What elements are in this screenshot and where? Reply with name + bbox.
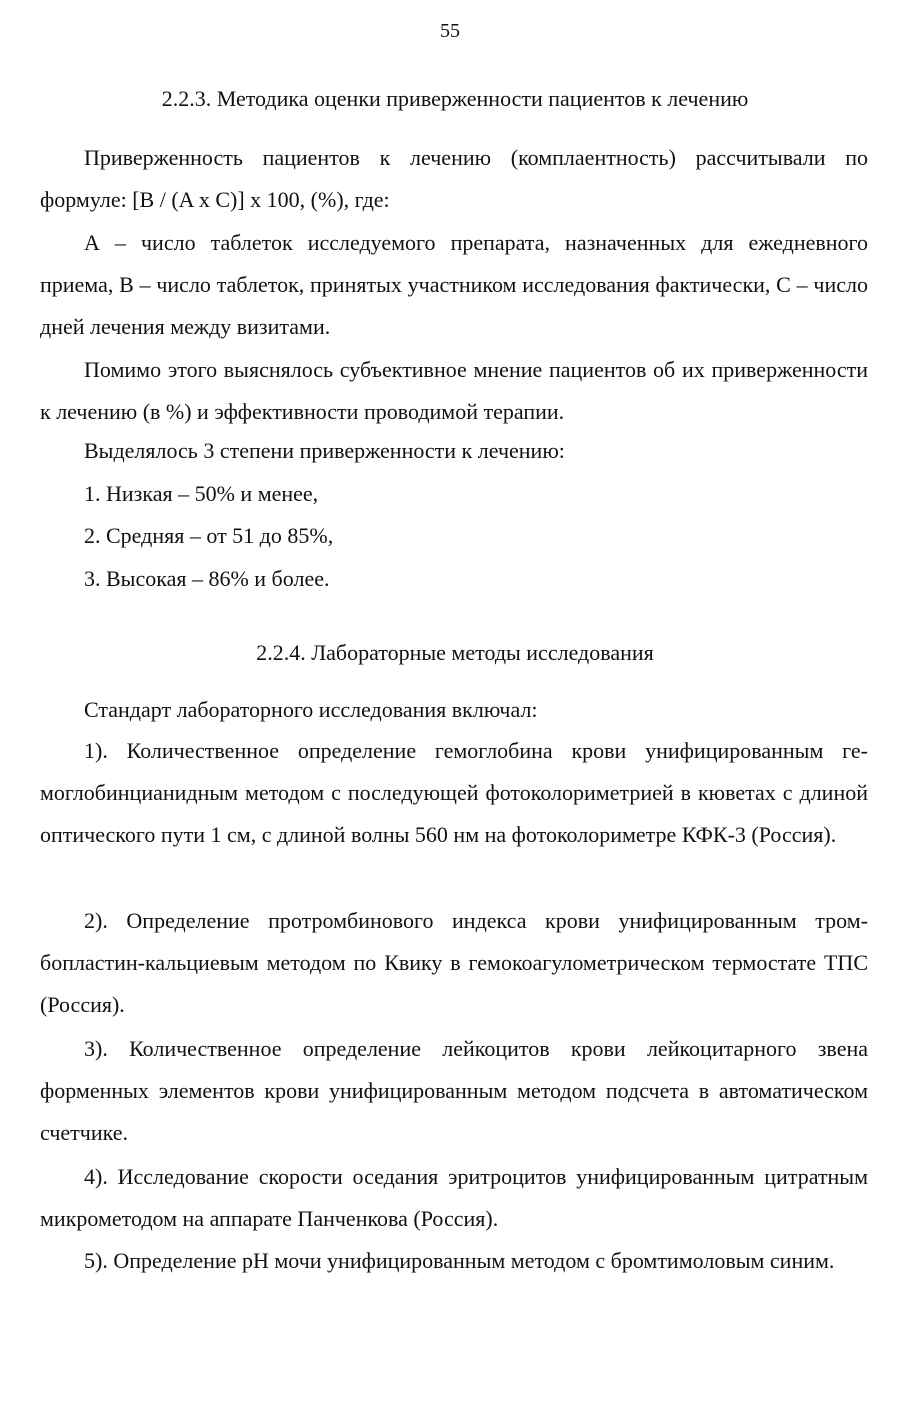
list-item-medium: 2. Средняя – от 51 до 85%, [84, 523, 334, 548]
list-item-hemoglobin: 1). Количественное определение гемоглобина крови унифицированным гемоглобинцианидным методом с последующей фотоколориметрией в кюветах с длиной оптического пути 1 см, с длиной волны 560 нм на фотоколориметре КФК-3 (Россия). [40, 738, 868, 847]
section-heading-2-2-3: 2.2.3. Методика оценки приверженности пациентов к лечению [161, 86, 749, 111]
paragraph-formula-variables: А – число таблеток исследуемого препарата, назначенных для ежедневного приема, В – число таблеток, принятых участником исследования фактически, С – число дней лечения между визитами. [40, 230, 868, 339]
paragraph-adherence-degrees: Выделялось 3 степени приверженности к лечению: [84, 438, 565, 463]
paragraph-lab-standard: Стандарт лабораторного исследования включал: [84, 697, 538, 722]
list-item-low: 1. Низкая – 50% и менее, [84, 481, 319, 506]
paragraph-compliance-formula: Приверженность пациентов к лечению (комплаентность) рассчитывали по формуле: [B / (A x C)] x 100, (%), где: [40, 145, 868, 212]
paragraph-subjective-opinion: Помимо этого выяснялось субъективное мнение пациентов об их приверженности к лечению (в %) и эффективности проводимой терапии. [40, 357, 868, 424]
list-item-leukocytes: 3). Количественное определение лейкоцитов крови лейкоцитарного звена форменных элементов крови унифицированным методом подсчета в автоматическом счетчике. [40, 1036, 868, 1145]
page-number: 55 [440, 20, 460, 42]
list-item-prothrombin: 2). Определение протромбинового индекса крови унифицированным тромбопластин-кальциевым методом по Квику в гемокоагулометрическом термостате ТПС (Россия). [40, 908, 868, 1017]
section-heading-2-2-4: 2.2.4. Лабораторные методы исследования [256, 640, 654, 665]
list-item-high: 3. Высокая – 86% и более. [84, 566, 330, 591]
list-item-esr: 4). Исследование скорости оседания эритроцитов унифицированным цитратным микрометодом на аппарате Панченкова (Россия). [40, 1164, 868, 1231]
list-item-urine-ph: 5). Определение pH мочи унифицированным методом с бромтимоловым синим. [84, 1248, 835, 1273]
